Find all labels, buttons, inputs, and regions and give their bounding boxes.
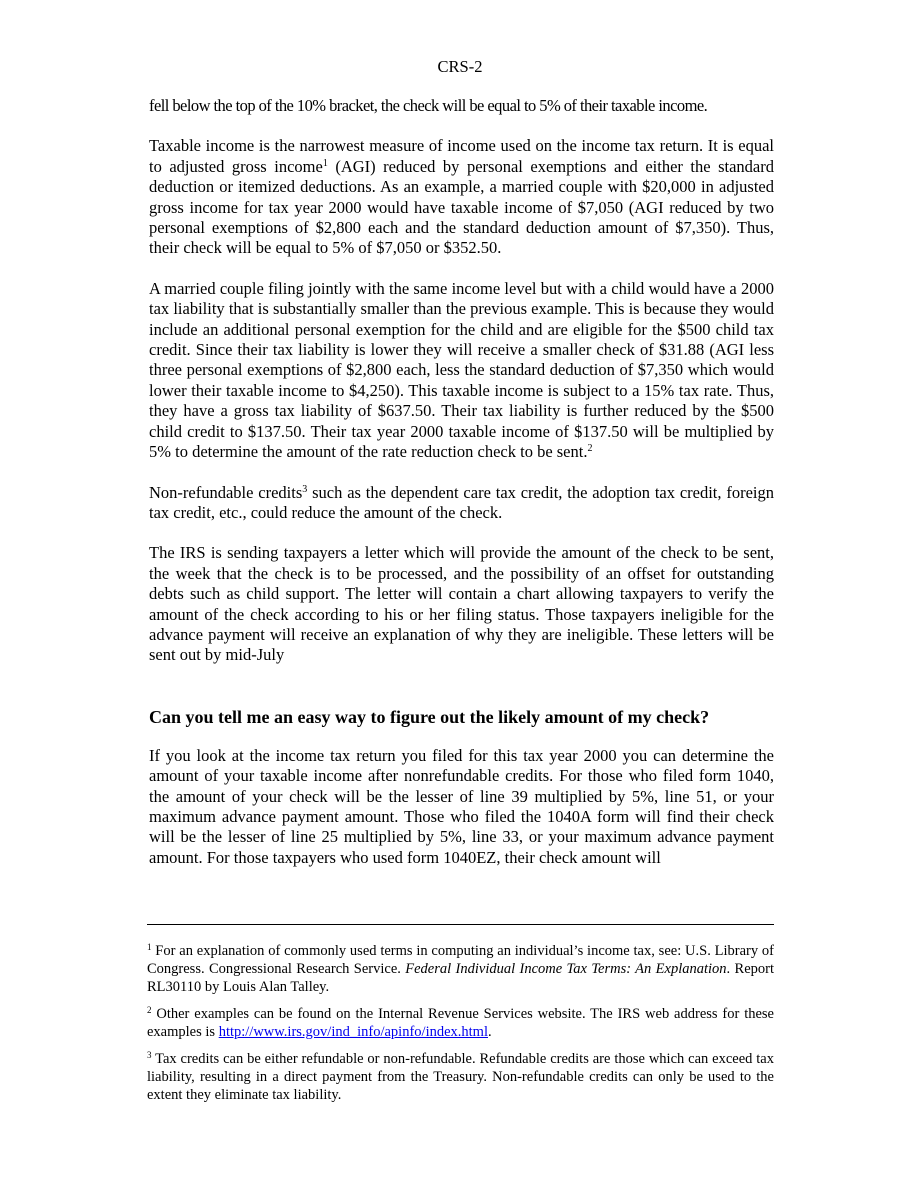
footnote-ref-1[interactable]: 1 <box>322 157 328 169</box>
paragraph-text: Non-refundable credits <box>149 482 303 502</box>
main-text <box>149 96 774 868</box>
footnote-citation-title: Federal Individual Income Tax Terms: An Explanation <box>405 961 727 977</box>
paragraph-text: (AGI) reduced by personal exemptions and either the standard deduction or itemized deductions. As an example, a married couple with $20,000 in adjusted gross income for tax year 2000 would have taxable income of $7,050 (AGI reduced by two personal exemptions of $2,800 each and the standard deduction amount of $7,350). Thus, their check will be equal to 5% of $7,050 or $352.50. <box>149 156 774 258</box>
footnote-text: . Report RL30110 by Louis Alan Talley. <box>147 961 774 995</box>
section-heading: Can you tell me an easy way to figure out the likely amount of my check? <box>149 706 710 727</box>
paragraph-child-example <box>149 279 774 463</box>
footnote-divider <box>147 924 774 925</box>
footnote-number: 2 <box>147 1005 152 1015</box>
footnote-text: For an explanation of commonly used terms in computing an individual’s income tax, see: U.S. Library of Congress. Congressional Research Service. <box>147 943 774 977</box>
page-number-header: CRS-2 <box>437 57 483 76</box>
footnote-1 <box>147 942 774 996</box>
paragraph-text: A married couple filing jointly with the same income level but with a child would have a 2000 tax liability that is substantially smaller than the previous example. This is because they would include an additional personal exemption for the child and are eligible for the $500 child tax credit. Since their tax liability is lower they will receive a smaller check of $31.88 (AGI less three personal exemptions of $2,800 each, less the standard deduction of $7,350 which would lower their taxable income to $4,250). This taxable income is subject to a 15% tax rate. Thus, they have a gross tax liability of $637.50. Their tax liability is further reduced by the $500 child credit to $137.50. Their tax year 2000 taxable income of $137.50 will be multiplied by 5% to determine the amount of the rate reduction check to be sent. <box>149 278 774 462</box>
paragraph-figure-check: If you look at the income tax return you filed for this tax year 2000 you can determine the amount of your taxable income after nonrefundable credits. For those who filed form 1040, the amount of your check will be the lesser of line 39 multiplied by 5%, line 51, or your maximum advance payment amount. Those who filed the 1040A form will find their check will be the lesser of line 25 multiplied by 5%, line 33, or your maximum advance payment amount. For those taxpayers who used form 1040EZ, their check amount will <box>149 745 774 867</box>
footnote-number: 1 <box>147 942 152 952</box>
paragraph-text: Taxable income is the narrowest measure of income used on the income tax return. It is equal to adjusted gross income <box>149 136 774 176</box>
footnote-2 <box>147 1005 774 1041</box>
footnote-3 <box>147 1050 774 1104</box>
paragraph-continuation: fell below the top of the 10% bracket, the check will be equal to 5% of their taxable income. <box>149 96 708 115</box>
paragraph-text: such as the dependent care tax credit, the adoption tax credit, foreign tax credit, etc., could reduce the amount of the check. <box>149 482 774 522</box>
footnotes <box>147 942 774 1113</box>
paragraph-irs-letter: The IRS is sending taxpayers a letter which will provide the amount of the check to be sent, the week that the check is to be processed, and the possibility of an offset for outstanding debts such as child support. The letter will contain a chart allowing taxpayers to verify the amount of the check according to his or her filing status. Those taxpayers ineligible for the advance payment will receive an explanation of why they are ineligible. These letters will be sent out by mid-July <box>149 543 774 665</box>
footnote-ref-3[interactable]: 3 <box>302 483 308 495</box>
paragraph-taxable-income <box>149 136 774 258</box>
footnote-text: Other examples can be found on the Internal Revenue Services website. The IRS web address for these examples is <box>147 1006 774 1040</box>
footnote-text: . <box>488 1024 492 1040</box>
footnote-text: Tax credits can be either refundable or non-refundable. Refundable credits are those which can exceed tax liability, resulting in a direct payment from the Treasury. Non-refundable credits can only be used to the extent they eliminate tax liability. <box>147 1051 774 1103</box>
irs-web-link[interactable]: http://www.irs.gov/ind_info/apinfo/index.html <box>218 1024 488 1040</box>
footnote-number: 3 <box>147 1050 152 1060</box>
paragraph-nonrefundable-credits <box>149 483 774 524</box>
footnote-ref-2[interactable]: 2 <box>587 443 593 455</box>
